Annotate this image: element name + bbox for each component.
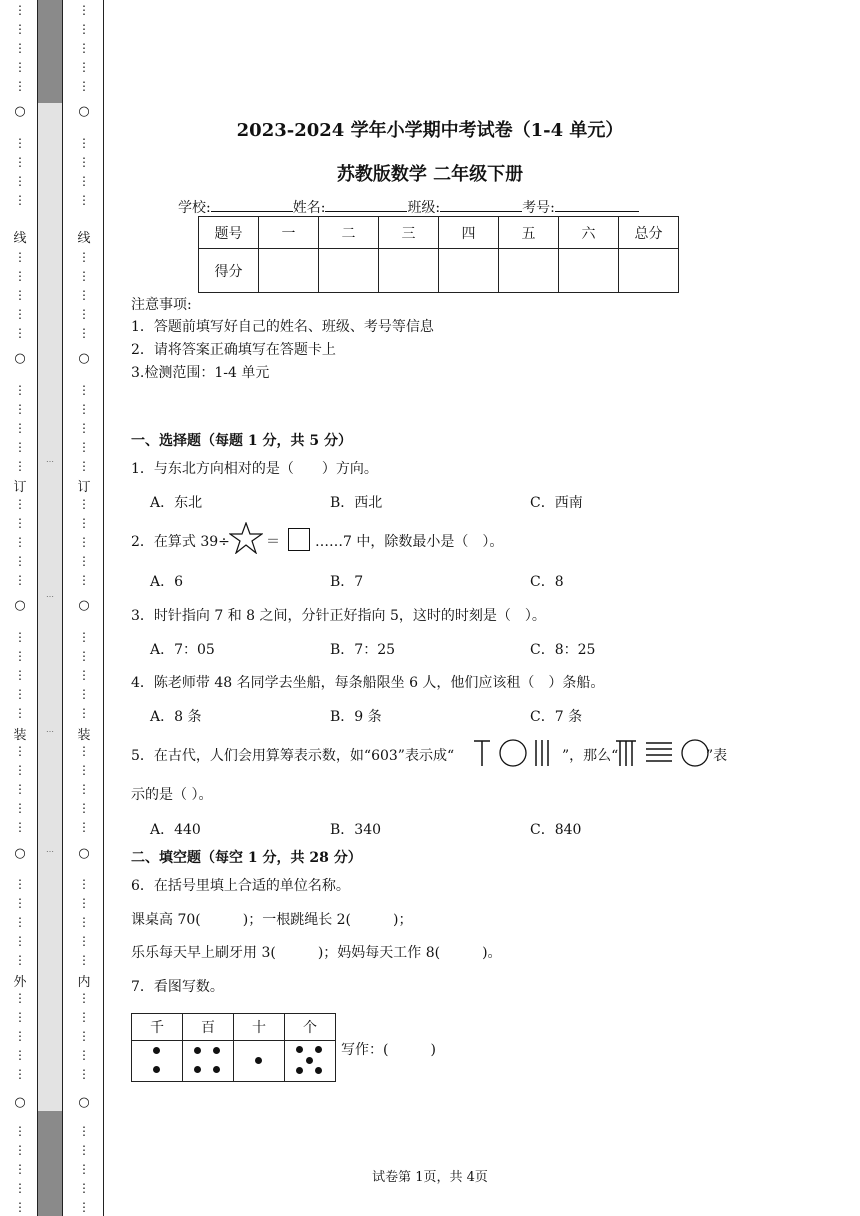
margin-faint-mark: … bbox=[46, 455, 54, 464]
margin-dot: ⋮ bbox=[14, 307, 26, 321]
q4-option-c[interactable]: C．7 条 bbox=[530, 709, 583, 725]
margin-stripe-dark bbox=[38, 1111, 62, 1216]
margin-dot: ⋮ bbox=[78, 554, 90, 568]
q5-stem-a: 5．在古代，人们会用算筹表示数，如“603”表示成“ bbox=[131, 748, 455, 764]
margin-dot: ⋮ bbox=[14, 1162, 26, 1176]
margin-circle-icon: ○ bbox=[78, 104, 90, 119]
margin-dot: ⋮ bbox=[14, 421, 26, 435]
margin-label-ding-inner: 订 bbox=[77, 480, 91, 495]
count-dot bbox=[153, 1066, 160, 1073]
margin-dot: ⋮ bbox=[14, 535, 26, 549]
q4-option-b[interactable]: B．9 条 bbox=[330, 709, 382, 725]
margin-dot: ⋮ bbox=[78, 953, 90, 967]
margin-dot: ⋮ bbox=[78, 402, 90, 416]
margin-dot: ⋮ bbox=[14, 1200, 26, 1214]
margin-dot: ⋮ bbox=[14, 440, 26, 454]
score-cell[interactable] bbox=[559, 249, 619, 293]
margin-dot: ⋮ bbox=[78, 801, 90, 815]
exam-number-blank[interactable] bbox=[555, 197, 639, 212]
margin-label-wai-outer: 外 bbox=[13, 975, 27, 990]
q5-stem-b: ”，那么“ bbox=[562, 748, 619, 764]
margin-dot: ⋮ bbox=[14, 763, 26, 777]
margin-dot: ⋮ bbox=[78, 1010, 90, 1024]
margin-dot: ⋮ bbox=[78, 1200, 90, 1214]
margin-dot: ⋮ bbox=[78, 820, 90, 834]
count-dot bbox=[306, 1057, 313, 1064]
margin-dot: ⋮ bbox=[78, 193, 90, 207]
margin-circle-icon: ○ bbox=[14, 846, 26, 861]
q2-stem-pre: 2．在算式 39÷ bbox=[131, 534, 230, 550]
margin-dot: ⋮ bbox=[78, 1048, 90, 1062]
margin-dot: ⋮ bbox=[14, 554, 26, 568]
margin-dot: ⋮ bbox=[78, 307, 90, 321]
score-header-cell: 五 bbox=[499, 217, 559, 249]
q3-option-a[interactable]: A．7：05 bbox=[150, 642, 215, 658]
page-footer: 试卷第 1页，共 4页 bbox=[372, 1170, 488, 1185]
score-header-cell: 六 bbox=[559, 217, 619, 249]
margin-circle-icon: ○ bbox=[14, 104, 26, 119]
exam-title: 2023-2024 学年小学期中考试卷（1-4 单元） bbox=[236, 120, 624, 141]
margin-circle-icon: ○ bbox=[14, 1095, 26, 1110]
score-header-cell: 题号 bbox=[199, 217, 259, 249]
q5-option-b[interactable]: B．340 bbox=[330, 822, 382, 838]
margin-dot: ⋮ bbox=[14, 744, 26, 758]
q2-equals: ＝ bbox=[266, 534, 280, 550]
exam-subtitle: 苏教版数学 二年级下册 bbox=[336, 164, 524, 185]
margin-dot: ⋮ bbox=[78, 155, 90, 169]
margin-dot: ⋮ bbox=[78, 706, 90, 720]
q7-stem: 7．看图写数。 bbox=[131, 979, 224, 995]
q7-write-answer[interactable]: 写作：( ) bbox=[341, 1042, 436, 1058]
margin-dot: ⋮ bbox=[14, 896, 26, 910]
q4-option-a[interactable]: A．8 条 bbox=[150, 709, 202, 725]
place-dots-hundreds bbox=[183, 1041, 234, 1082]
counting-rods-603-icon bbox=[470, 737, 562, 769]
q5-option-c[interactable]: C．840 bbox=[530, 822, 582, 838]
margin-circle-icon: ○ bbox=[14, 598, 26, 613]
margin-dot: ⋮ bbox=[14, 1181, 26, 1195]
name-label: 姓名: bbox=[292, 200, 326, 216]
q6-line2[interactable]: 乐乐每天早上刷牙用 3( )；妈妈每天工作 8( )。 bbox=[131, 945, 502, 961]
count-dot bbox=[255, 1057, 262, 1064]
place-dots-ones bbox=[285, 1041, 336, 1082]
margin-dot: ⋮ bbox=[78, 649, 90, 663]
margin-dot: ⋮ bbox=[78, 991, 90, 1005]
margin-dot: ⋮ bbox=[78, 687, 90, 701]
margin-dot: ⋮ bbox=[78, 1181, 90, 1195]
margin-dot: ⋮ bbox=[14, 1143, 26, 1157]
q1-stem: 1．与东北方向相对的是（ ）方向。 bbox=[131, 461, 378, 477]
margin-dot: ⋮ bbox=[14, 136, 26, 150]
margin-dot: ⋮ bbox=[78, 915, 90, 929]
margin-dot: ⋮ bbox=[78, 459, 90, 473]
place-header-hundreds: 百 bbox=[183, 1014, 234, 1041]
margin-dot: ⋮ bbox=[14, 1029, 26, 1043]
margin-dot: ⋮ bbox=[78, 782, 90, 796]
score-cell[interactable] bbox=[619, 249, 679, 293]
margin-dot: ⋮ bbox=[14, 820, 26, 834]
margin-dot: ⋮ bbox=[14, 1010, 26, 1024]
q5-stem-d: 示的是（ ）。 bbox=[131, 787, 213, 803]
margin-dot: ⋮ bbox=[14, 516, 26, 530]
margin-dot: ⋮ bbox=[78, 497, 90, 511]
count-dot bbox=[194, 1047, 201, 1054]
margin-dot: ⋮ bbox=[14, 3, 26, 17]
margin-dot: ⋮ bbox=[14, 288, 26, 302]
margin-dot: ⋮ bbox=[78, 763, 90, 777]
margin-dot: ⋮ bbox=[78, 136, 90, 150]
margin-dot: ⋮ bbox=[14, 1048, 26, 1062]
margin-dot: ⋮ bbox=[78, 573, 90, 587]
margin-dot: ⋮ bbox=[78, 535, 90, 549]
margin-dot: ⋮ bbox=[14, 934, 26, 948]
class-blank[interactable] bbox=[440, 197, 522, 212]
margin-dot: ⋮ bbox=[78, 174, 90, 188]
score-header-cell: 四 bbox=[439, 217, 499, 249]
margin-dot: ⋮ bbox=[78, 896, 90, 910]
count-dot bbox=[296, 1067, 303, 1074]
q6-line1[interactable]: 课桌高 70( )；一根跳绳长 2( )； bbox=[131, 912, 413, 928]
answer-box-icon bbox=[288, 528, 310, 551]
margin-dot: ⋮ bbox=[78, 1162, 90, 1176]
student-info-line bbox=[178, 197, 639, 217]
score-table bbox=[198, 216, 679, 293]
margin-dot: ⋮ bbox=[14, 60, 26, 74]
margin-dot: ⋮ bbox=[78, 877, 90, 891]
count-dot bbox=[153, 1047, 160, 1054]
score-header-cell: 三 bbox=[379, 217, 439, 249]
q2-option-c[interactable]: C．8 bbox=[530, 574, 564, 590]
score-row-label: 得分 bbox=[199, 249, 259, 293]
q3-option-b[interactable]: B．7：25 bbox=[330, 642, 396, 658]
margin-dot: ⋮ bbox=[78, 744, 90, 758]
margin-dot: ⋮ bbox=[14, 155, 26, 169]
margin-dot: ⋮ bbox=[14, 649, 26, 663]
q2-option-a[interactable]: A．6 bbox=[150, 574, 184, 590]
school-label: 学校: bbox=[178, 200, 211, 216]
score-header-cell: 一 bbox=[259, 217, 319, 249]
section2-heading: 二、填空题（每空 1 分，共 28 分） bbox=[131, 850, 362, 866]
score-header-cell: 总分 bbox=[619, 217, 679, 249]
q1-option-c[interactable]: C．西南 bbox=[530, 495, 583, 511]
counting-rods-question-icon bbox=[612, 737, 712, 769]
score-cell[interactable] bbox=[439, 249, 499, 293]
place-header-ones: 个 bbox=[285, 1014, 336, 1041]
margin-faint-mark: … bbox=[46, 845, 54, 854]
margin-dot: ⋮ bbox=[78, 3, 90, 17]
margin-dot: ⋮ bbox=[14, 801, 26, 815]
count-dot bbox=[296, 1046, 303, 1053]
margin-dot: ⋮ bbox=[14, 953, 26, 967]
margin-dot: ⋮ bbox=[78, 1067, 90, 1081]
margin-label-zhuang-outer: 装 bbox=[13, 728, 27, 743]
notes-heading: 注意事项: bbox=[131, 297, 192, 313]
margin-faint-mark: … bbox=[46, 725, 54, 734]
place-header-thousands: 千 bbox=[132, 1014, 183, 1041]
place-dots-tens bbox=[234, 1041, 285, 1082]
count-dot bbox=[194, 1066, 201, 1073]
section1-heading: 一、选择题（每题 1 分，共 5 分） bbox=[131, 433, 352, 449]
note-item: 3.检测范围：1-4 单元 bbox=[131, 365, 270, 381]
margin-dot: ⋮ bbox=[14, 250, 26, 264]
margin-dot: ⋮ bbox=[14, 174, 26, 188]
margin-circle-icon: ○ bbox=[78, 1095, 90, 1110]
star-icon bbox=[229, 522, 263, 554]
margin-dot: ⋮ bbox=[14, 1067, 26, 1081]
margin-dot: ⋮ bbox=[14, 383, 26, 397]
margin-dot: ⋮ bbox=[14, 22, 26, 36]
margin-dot: ⋮ bbox=[78, 250, 90, 264]
score-header-cell: 二 bbox=[319, 217, 379, 249]
margin-circle-icon: ○ bbox=[14, 351, 26, 366]
margin-dot: ⋮ bbox=[78, 1029, 90, 1043]
margin-dot: ⋮ bbox=[14, 687, 26, 701]
q3-option-c[interactable]: C．8：25 bbox=[530, 642, 596, 658]
note-item: 1．答题前填写好自己的姓名、班级、考号等信息 bbox=[131, 319, 434, 335]
margin-stripe-dark bbox=[38, 0, 62, 103]
margin-dot: ⋮ bbox=[78, 630, 90, 644]
margin-dot: ⋮ bbox=[14, 269, 26, 283]
margin-dot: ⋮ bbox=[14, 402, 26, 416]
margin-dot: ⋮ bbox=[78, 288, 90, 302]
q1-option-a[interactable]: A．东北 bbox=[150, 495, 203, 511]
margin-dot: ⋮ bbox=[14, 193, 26, 207]
score-cell[interactable] bbox=[379, 249, 439, 293]
margin-dot: ⋮ bbox=[78, 440, 90, 454]
q4-stem: 4．陈老师带 48 名同学去坐船，每条船限坐 6 人，他们应该租（ ）条船。 bbox=[131, 675, 605, 691]
margin-dot: ⋮ bbox=[14, 497, 26, 511]
place-value-table bbox=[131, 1013, 336, 1082]
note-item: 2．请将答案正确填写在答题卡上 bbox=[131, 342, 336, 358]
margin-label-zhuang-inner: 装 bbox=[77, 728, 91, 743]
margin-label-ding-outer: 订 bbox=[13, 480, 27, 495]
q2-stem-post: ……7 中，除数最小是（ ）。 bbox=[315, 534, 504, 550]
margin-circle-icon: ○ bbox=[78, 351, 90, 366]
count-dot bbox=[213, 1047, 220, 1054]
margin-dot: ⋮ bbox=[14, 573, 26, 587]
count-dot bbox=[315, 1046, 322, 1053]
margin-dot: ⋮ bbox=[14, 706, 26, 720]
margin-label-nei-inner: 内 bbox=[77, 975, 91, 990]
margin-dot: ⋮ bbox=[78, 41, 90, 55]
q3-stem: 3．时针指向 7 和 8 之间，分针正好指向 5，这时的时刻是（ ）。 bbox=[131, 608, 546, 624]
place-header-tens: 十 bbox=[234, 1014, 285, 1041]
margin-dot: ⋮ bbox=[78, 421, 90, 435]
school-blank[interactable] bbox=[211, 197, 293, 212]
q6-stem: 6．在括号里填上合适的单位名称。 bbox=[131, 878, 350, 894]
q5-option-a[interactable]: A．440 bbox=[150, 822, 201, 838]
q1-option-b[interactable]: B．西北 bbox=[330, 495, 383, 511]
count-dot bbox=[315, 1067, 322, 1074]
score-cell[interactable] bbox=[319, 249, 379, 293]
margin-dot: ⋮ bbox=[78, 326, 90, 340]
margin-stripe bbox=[38, 103, 62, 1111]
margin-dot: ⋮ bbox=[14, 991, 26, 1005]
score-cell[interactable] bbox=[499, 249, 559, 293]
score-cell[interactable] bbox=[259, 249, 319, 293]
name-blank[interactable] bbox=[325, 197, 407, 212]
margin-dot: ⋮ bbox=[78, 383, 90, 397]
margin-dot: ⋮ bbox=[14, 630, 26, 644]
exam-number-label: 考号: bbox=[522, 200, 555, 216]
count-dot bbox=[213, 1066, 220, 1073]
margin-dot: ⋮ bbox=[14, 79, 26, 93]
q2-option-b[interactable]: B．7 bbox=[330, 574, 364, 590]
place-dots-thousands bbox=[132, 1041, 183, 1082]
margin-dot: ⋮ bbox=[78, 1124, 90, 1138]
margin-faint-mark: … bbox=[46, 590, 54, 599]
margin-dot: ⋮ bbox=[78, 79, 90, 93]
margin-dot: ⋮ bbox=[78, 516, 90, 530]
margin-label-xian-inner: 线 bbox=[77, 231, 91, 246]
margin-circle-icon: ○ bbox=[78, 846, 90, 861]
margin-dot: ⋮ bbox=[14, 326, 26, 340]
q5-stem-c: ”表 bbox=[706, 748, 728, 764]
class-label: 班级: bbox=[407, 200, 441, 216]
margin-dot: ⋮ bbox=[78, 60, 90, 74]
margin-dot: ⋮ bbox=[14, 877, 26, 891]
margin-dot: ⋮ bbox=[14, 915, 26, 929]
margin-dot: ⋮ bbox=[14, 459, 26, 473]
margin-dot: ⋮ bbox=[78, 934, 90, 948]
margin-dot: ⋮ bbox=[14, 41, 26, 55]
margin-label-xian-outer: 线 bbox=[13, 231, 27, 246]
margin-dot: ⋮ bbox=[14, 1124, 26, 1138]
margin-circle-icon: ○ bbox=[78, 598, 90, 613]
margin-dot: ⋮ bbox=[78, 269, 90, 283]
margin-dot: ⋮ bbox=[78, 1143, 90, 1157]
margin-dot: ⋮ bbox=[78, 668, 90, 682]
margin-dot: ⋮ bbox=[14, 782, 26, 796]
margin-dot: ⋮ bbox=[14, 668, 26, 682]
margin-dot: ⋮ bbox=[78, 22, 90, 36]
